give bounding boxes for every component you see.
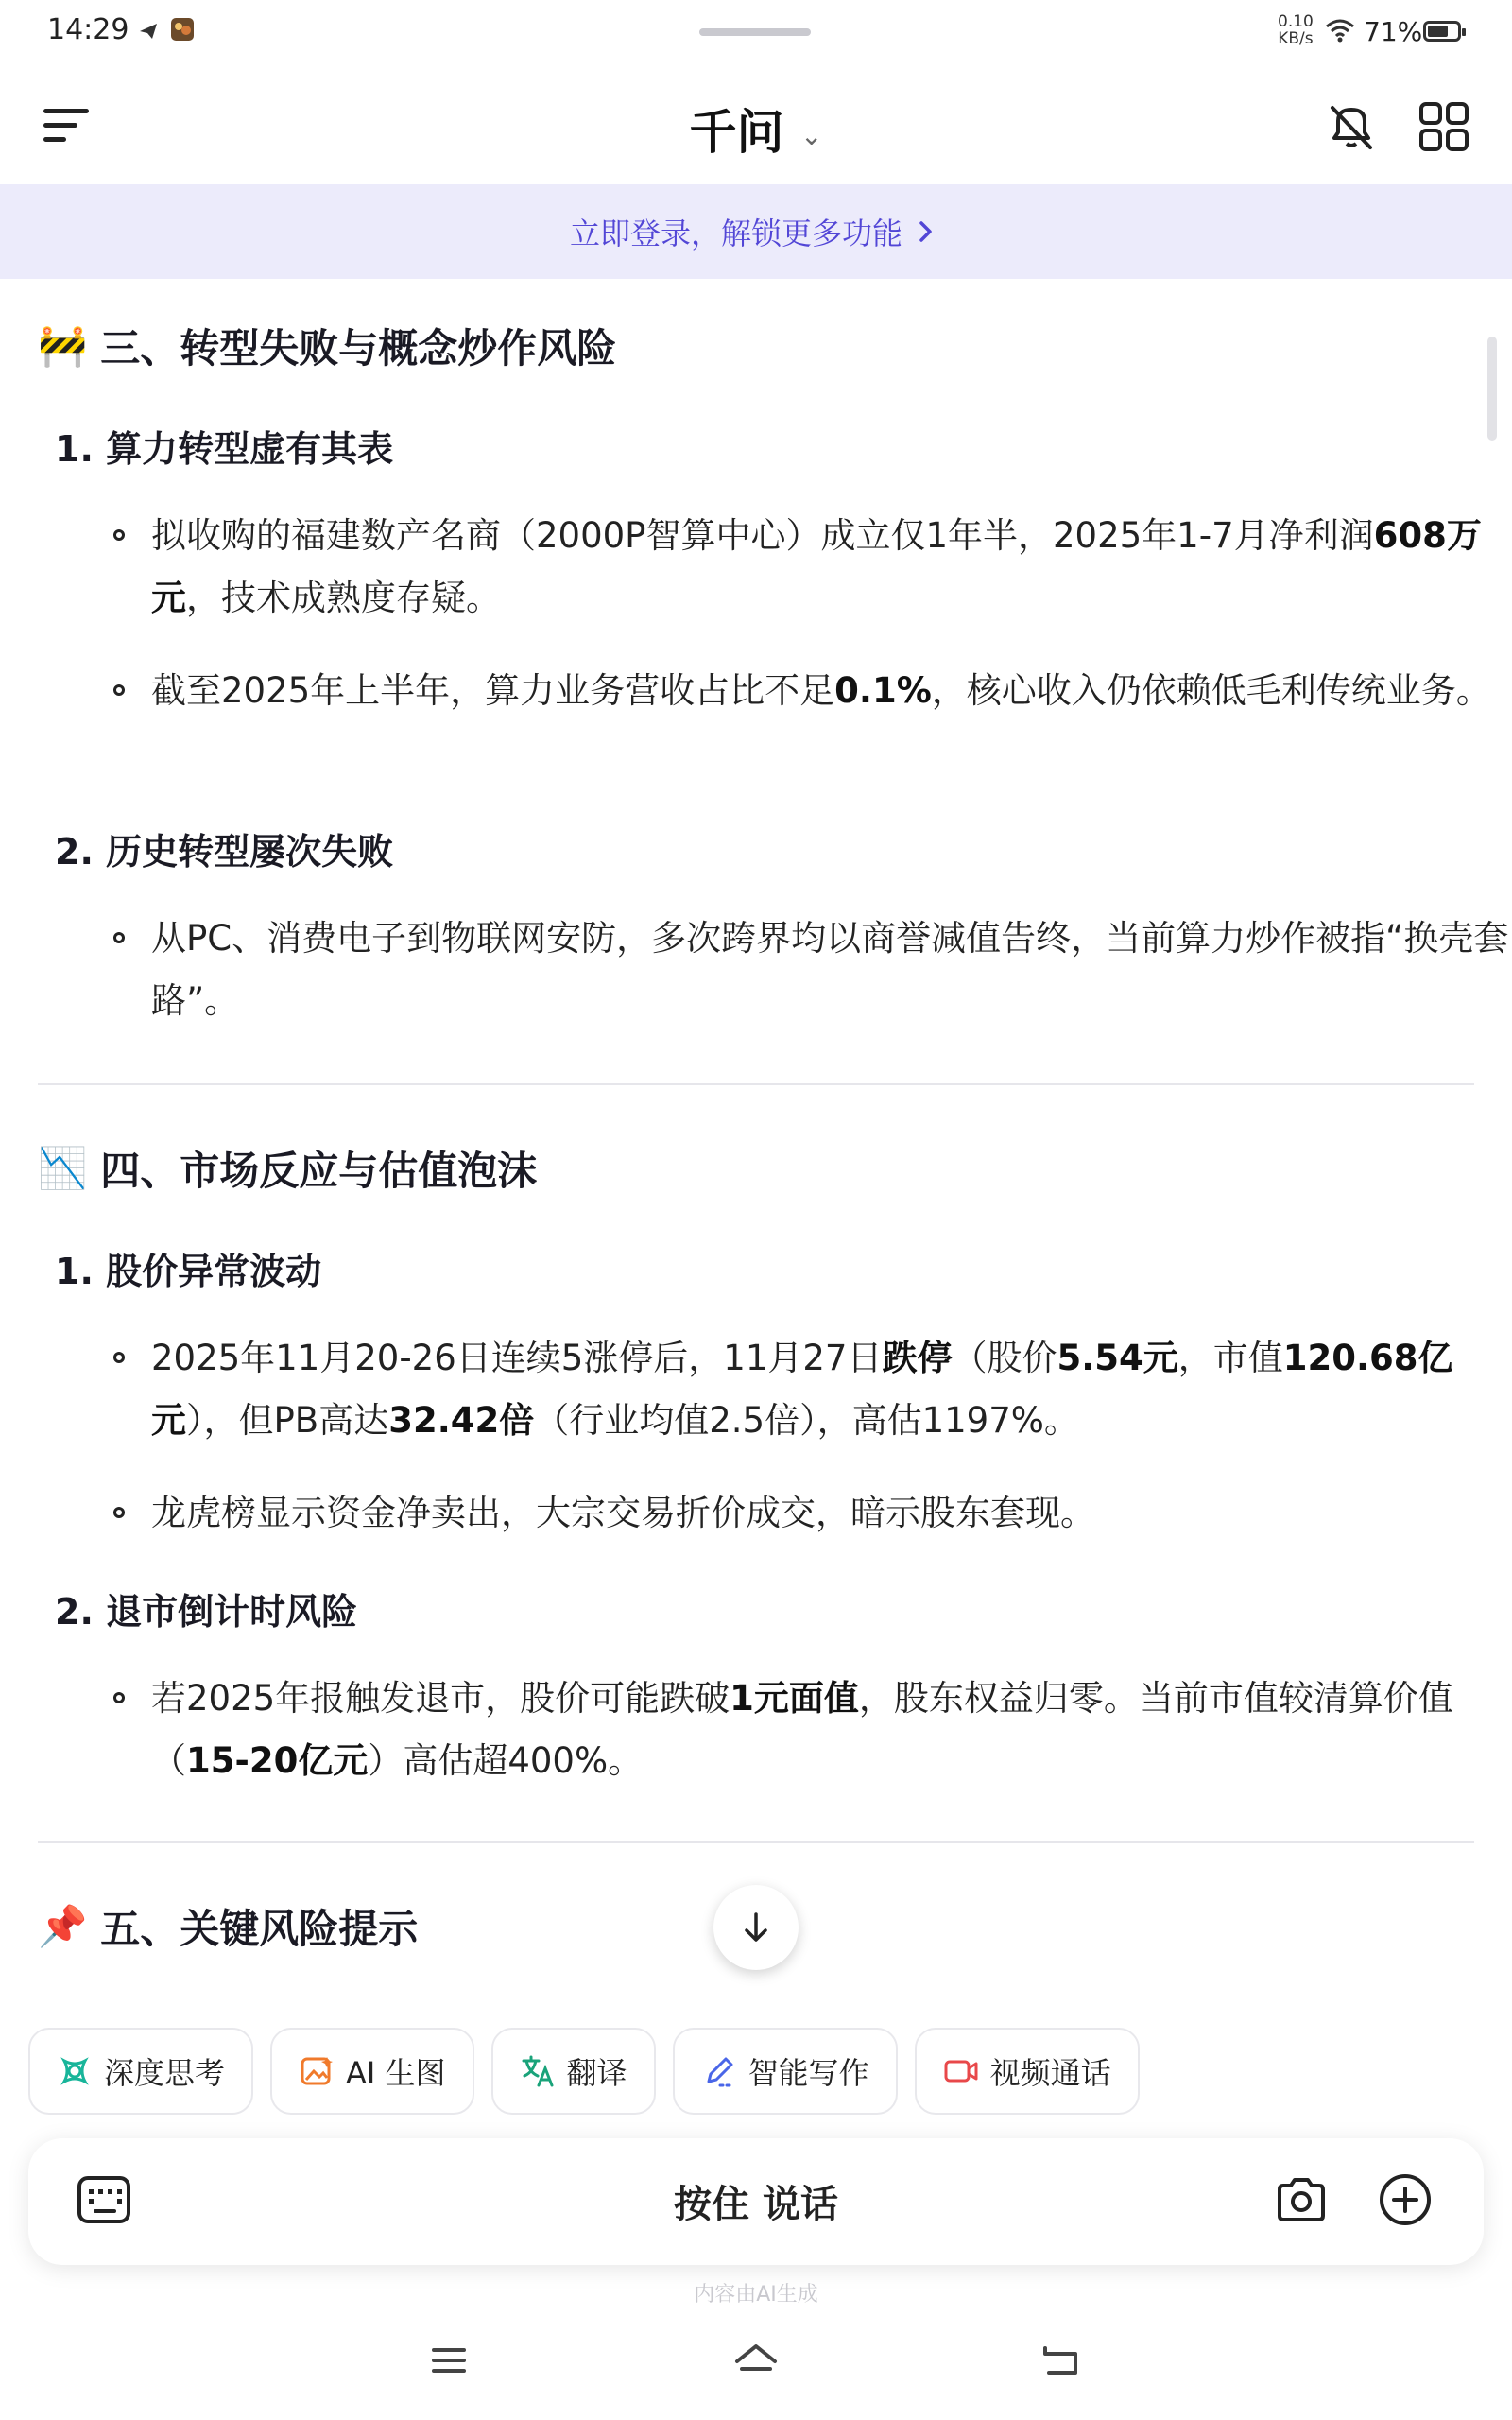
deep-think-icon bbox=[57, 2053, 93, 2089]
system-nav-bar bbox=[0, 2325, 1512, 2420]
quick-actions bbox=[28, 2028, 1140, 2117]
translate-icon bbox=[520, 2053, 556, 2089]
chip-video-call[interactable]: 视频通话 bbox=[915, 2028, 1140, 2115]
chip-translate[interactable]: 翻译 bbox=[491, 2028, 656, 2115]
ai-generated-note: 内容由AI生成 bbox=[694, 2283, 818, 2307]
list-item: 2025年11月20-26日连续5涨停后，11月27日跌停（股价5.54元，市值120.68亿元），但PB高达32.42倍（行业均值2.5倍），高估1197%。 bbox=[38, 1327, 1512, 1452]
list-item: 龙虎榜显示资金净卖出，大宗交易折价成交，暗示股东套现。 bbox=[38, 1482, 1512, 1545]
status-bar bbox=[0, 0, 1512, 66]
camera-icon[interactable] bbox=[1274, 2172, 1329, 2227]
construction-icon: 🚧 bbox=[38, 322, 88, 369]
chart-down-icon: 📉 bbox=[38, 1145, 88, 1191]
add-icon[interactable] bbox=[1378, 2172, 1433, 2227]
app-title[interactable] bbox=[0, 95, 1512, 163]
divider bbox=[38, 1841, 1474, 1843]
scroll-to-bottom-button[interactable] bbox=[713, 1885, 799, 1970]
battery-percent: 71% bbox=[1364, 16, 1423, 47]
app-notification-icon bbox=[170, 17, 195, 42]
arrow-down-icon bbox=[737, 1909, 775, 1946]
list-item: 从PC、消费电子到物联网安防，多次跨界均以商誉减值告终，当前算力炒作被指“换壳套路”。 bbox=[38, 908, 1512, 1032]
section-heading: 📉 四、市场反应与估值泡沫 bbox=[38, 1145, 538, 1194]
status-time: 14:29 bbox=[47, 13, 129, 46]
chevron-down-icon: ⌄ bbox=[799, 120, 823, 151]
list-item: 截至2025年上半年，算力业务营收占比不足0.1%，核心收入仍依赖低毛利传统业务。 bbox=[38, 660, 1512, 722]
section-heading: 🚧 三、转型失败与概念炒作风险 bbox=[38, 322, 617, 372]
drag-handle bbox=[699, 28, 811, 36]
login-banner[interactable] bbox=[0, 184, 1512, 279]
divider bbox=[38, 1083, 1474, 1085]
subsection-heading: 1. 算力转型虚有其表 bbox=[55, 428, 394, 470]
back-icon[interactable] bbox=[1041, 2342, 1081, 2378]
subsection-heading: 2. 退市倒计时风险 bbox=[55, 1591, 358, 1633]
home-icon[interactable] bbox=[732, 2341, 780, 2378]
video-call-icon bbox=[943, 2053, 979, 2089]
chip-smart-writing[interactable]: 智能写作 bbox=[673, 2028, 898, 2115]
subsection-heading: 1. 股价异常波动 bbox=[55, 1251, 322, 1292]
image-gen-icon bbox=[299, 2053, 335, 2089]
chevron-right-icon bbox=[910, 216, 942, 248]
pen-icon bbox=[701, 2053, 737, 2089]
net-speed: 0.10 KB/s bbox=[1278, 12, 1314, 48]
chip-ai-image[interactable]: AI 生图 bbox=[270, 2028, 474, 2115]
scrollbar[interactable] bbox=[1487, 337, 1497, 441]
list-item: 拟收购的福建数产名商（2000P智算中心）成立仅1年半，2025年1-7月净利润608万元，技术成熟度存疑。 bbox=[38, 505, 1512, 630]
telegram-icon bbox=[138, 21, 159, 42]
chip-deep-think[interactable]: 深度思考 bbox=[28, 2028, 253, 2115]
pin-icon: 📌 bbox=[38, 1903, 88, 1949]
section-heading: 📌 五、关键风险提示 bbox=[38, 1903, 419, 1952]
list-item: 若2025年报触发退市，股价可能跌破1元面值，股东权益归零。当前市值较清算价值（15-20亿元）高估超400%。 bbox=[38, 1668, 1512, 1792]
subsection-heading: 2. 历史转型屡次失败 bbox=[55, 831, 394, 873]
hold-to-talk-button[interactable]: 按住 说话 bbox=[674, 2183, 838, 2226]
login-banner-text: 立即登录，解锁更多功能 bbox=[569, 216, 902, 251]
wifi-icon bbox=[1325, 17, 1355, 43]
recent-apps-icon[interactable] bbox=[430, 2344, 468, 2377]
battery-icon bbox=[1423, 21, 1461, 42]
app-title-text: 千问 bbox=[689, 105, 784, 160]
